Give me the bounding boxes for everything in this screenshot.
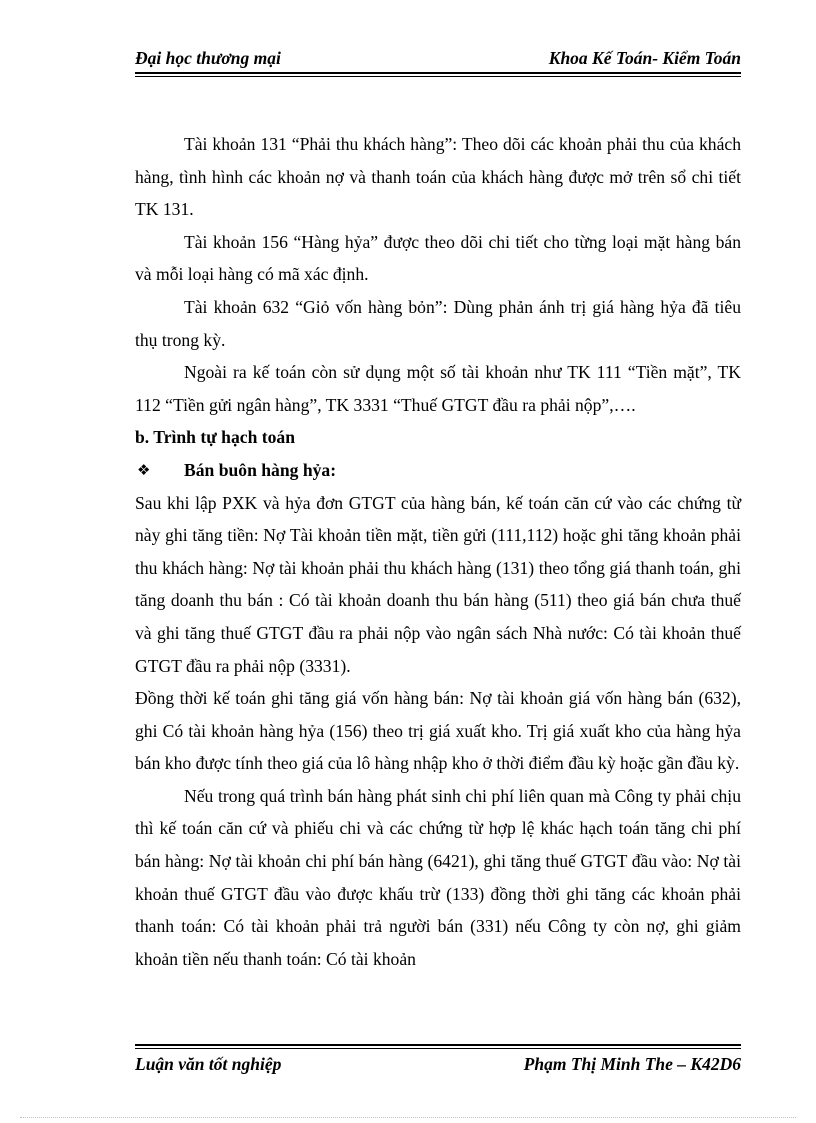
paragraph-wholesale: Sau khi lập PXK và hỷa đơn GTGT của hàng bán, kế toán căn cứ vào các chứng từ này ghi tăng tiền: Nợ Tài khoản tiền mặt, tiền gửi (111,112) hoặc ghi tăng khoản phải thu khách hàng: Nợ tài khoản phải thu khách hàng (131) theo tổng giá thanh toán, ghi tăng doanh thu bán : Có tài khoản doanh thu bán hàng (511) theo giá bán chưa thuế và ghi tăng thuế GTGT đầu ra phải nộp vào ngân sách Nhà nước: Có tài khoản thuế GTGT đầu ra phải nộp (3331). <box>135 492 741 676</box>
bullet-heading <box>135 454 741 487</box>
paragraph-tk632: Tài khoản 632 “Giỏ vốn hàng bỏn”: Dùng phản ánh trị giá hàng hỷa đã tiêu thụ trong kỳ. <box>135 296 741 350</box>
header-university: Đại học thương mại <box>135 48 281 68</box>
footer-author: Phạm Thị Minh The – K42D6 <box>523 1054 741 1074</box>
paragraph-cost-of-goods: Đồng thời kế toán ghi tăng giá vốn hàng bán: Nợ tài khoản giá vốn hàng bán (632), ghi Có tài khoản hàng hỷa (156) theo trị giá xuất kho. Trị giá xuất kho của hàng hỷa bán kho được tính theo giá của lô hàng nhập kho ở thời điểm đầu kỳ hoặc gần đầu kỳ. <box>135 688 741 774</box>
bullet-heading-text: Bán buôn hàng hỷa: <box>184 459 337 480</box>
header-rule-thick <box>135 72 741 74</box>
paragraph-tk156: Tài khoản 156 “Hàng hỷa” được theo dõi chi tiết cho từng loại mặt hàng bán và mỗi loại hàng có mã xác định. <box>135 231 741 285</box>
header-rule-thin <box>135 76 741 77</box>
diamond-bullet-icon: ❖ <box>137 460 151 479</box>
header-faculty: Khoa Kế Toán- Kiểm Toán <box>548 48 741 68</box>
paragraph-selling-expenses: Nếu trong quá trình bán hàng phát sinh chi phí liên quan mà Công ty phải chịu thì kế toán căn cứ và phiếu chi và các chứng từ hợp lệ khác hạch toán tăng chi phí bán hàng: Nợ tài khoản chi phí bán hàng (6421), ghi tăng thuế GTGT đầu vào: Nợ tài khoản thuế GTGT đầu vào được khấu trừ (133) đồng thời ghi tăng các khoản phải thanh toán: Có tài khoản phải trả người bán (331) nếu Công ty còn nợ, ghi giảm khoản tiền nếu thanh toán: Có tài khoản <box>135 785 741 969</box>
paragraph-other-accounts: Ngoài ra kế toán còn sử dụng một số tài khoản như TK 111 “Tiền mặt”, TK 112 “Tiền gửi ngân hàng”, TK 3331 “Thuế GTGT đầu ra phải nộp”,…. <box>135 362 741 415</box>
footer-rule-thick <box>135 1044 741 1046</box>
paragraph-tk131: Tài khoản 131 “Phải thu khách hàng”: Theo dõi các khoản phải thu của khách hàng, tình hình các khoản nợ và thanh toán của khách hàng được mở trên sổ chi tiết TK 131. <box>135 134 741 220</box>
page-body <box>135 128 741 975</box>
page-footer <box>135 1054 741 1080</box>
footer-thesis: Luận văn tốt nghiệp <box>135 1054 282 1074</box>
page-edge-dotted-line <box>20 1117 796 1118</box>
page-header <box>135 48 741 72</box>
section-heading: b. Trình tự hạch toán <box>135 427 295 448</box>
footer-rule-thin <box>135 1048 741 1049</box>
